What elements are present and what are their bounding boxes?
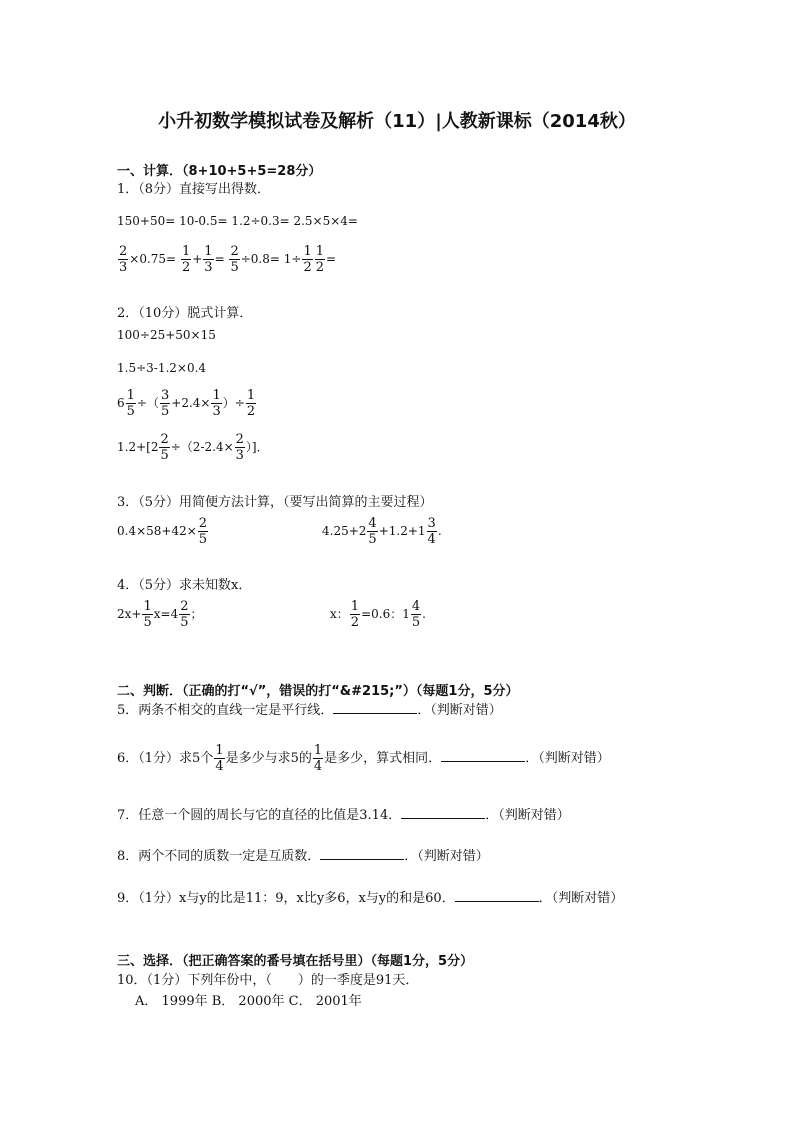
q2-line4: 1.2+[2 $\frac{2}{5}$ ÷（2-2.4× $\frac{2}{3}$ ）]．: [117, 432, 269, 463]
fraction: $\frac{1}{3}$: [212, 388, 221, 419]
q2-line1: 100÷25+50×15: [117, 328, 216, 342]
q10-options: A． 1999年 B． 2000年 C． 2001年: [135, 994, 362, 1009]
fraction: $\frac{2}{5}$: [198, 516, 208, 547]
q2-line3: 6 $\frac{1}{5}$ ÷（ $\frac{3}{5}$ +2.4× $\frac{1}{3}$ ）÷ $\frac{1}{2}$: [117, 388, 256, 419]
fraction: $\frac{3}{4}$: [427, 516, 436, 547]
q4-label: 4．（5分）求未知数x．: [117, 578, 252, 593]
answer-blank: [333, 701, 417, 714]
fraction: $\frac{1}{2}$: [303, 244, 312, 275]
fraction: $\frac{2}{3}$: [235, 432, 244, 463]
q5: 5．两条不相交的直线一定是平行线． ．（判断对错）: [117, 703, 502, 718]
page-title: 小升初数学模拟试卷及解析（11）|人教新课标（2014秋）: [158, 111, 636, 132]
fraction: $\frac{1}{2}$: [350, 599, 360, 630]
q7: 7．任意一个圆的周长与它的直径的比值是3.14． ．（判断对错）: [117, 808, 570, 823]
fraction: $\frac{4}{5}$: [411, 599, 421, 630]
q8: 8．两个不同的质数一定是互质数． ．（判断对错）: [117, 849, 489, 864]
section-3-heading: 三、选择．（把正确答案的番号填在括号里）（每题1分，5分）: [117, 954, 474, 969]
fraction: $\frac{2}{5}$: [230, 244, 239, 275]
q10: 10．（1分）下列年份中，（ ）的一季度是91天．: [117, 973, 419, 988]
fraction: $\frac{1}{5}$: [143, 599, 152, 630]
q9: 9．（1分）x与y的比是11：9，x比y多6，x与y的和是60． ．（判断对错）: [117, 891, 624, 906]
fraction: $\frac{1}{2}$: [181, 244, 191, 275]
q3-label: 3．（5分）用简便方法计算，（要写出简算的主要过程）: [117, 495, 433, 510]
q2-label: 2．（10分）脱式计算．: [117, 306, 253, 321]
q1-line1: 150+50= 10-0.5= 1.2÷0.3= 2.5×5×4=: [117, 214, 358, 228]
fraction: $\frac{1}{4}$: [215, 743, 224, 774]
fraction: $\frac{3}{5}$: [160, 388, 170, 419]
section-2-heading: 二、判断．（正确的打“√”，错误的打“&#215;”）（每题1分，5分）: [117, 684, 519, 699]
fraction: $\frac{2}{3}$: [119, 244, 128, 275]
fraction: $\frac{1}{5}$: [126, 388, 135, 419]
q4-left: 2x+ $\frac{1}{5}$ x=4 $\frac{2}{5}$ ；: [117, 599, 203, 630]
answer-blank: [320, 847, 404, 860]
section-1-heading: 一、计算．（8+10+5+5=28分）: [117, 164, 322, 179]
answer-blank: [401, 806, 485, 819]
fraction: $\frac{1}{2}$: [315, 244, 324, 275]
answer-blank: [455, 889, 539, 902]
answer-blank: [441, 749, 525, 762]
q1-label: 1．（8分）直接写出得数．: [117, 182, 271, 197]
q4-right: x： $\frac{1}{2}$ =0.6：1 $\frac{4}{5}$ .: [330, 599, 426, 630]
fraction: $\frac{2}{5}$: [160, 432, 169, 463]
q3-right: 4.25+2 $\frac{4}{5}$ +1.2+1 $\frac{3}{4}$ .: [322, 516, 442, 547]
fraction: $\frac{2}{5}$: [180, 599, 189, 630]
q6: 6．（1分）求5个 $\frac{1}{4}$ 是多少与求5的 $\frac{1}{4}$ 是多少，算式相同． ．（判断对错）: [117, 743, 610, 774]
fraction: $\frac{1}{3}$: [204, 244, 213, 275]
fraction: $\frac{4}{5}$: [368, 516, 377, 547]
q1-line2: $\frac{2}{3}$ ×0.75= $\frac{1}{2}$ + $\frac{1}{3}$ = $\frac{2}{5}$ ÷0.8= 1÷ $\frac{1}{2}$ $\frac{1}{2}$ =: [119, 244, 337, 275]
fraction: $\frac{1}{2}$: [246, 388, 256, 419]
fraction: $\frac{1}{4}$: [313, 743, 323, 774]
q3-left: 0.4×58+42× $\frac{2}{5}$: [117, 516, 208, 547]
q2-line2: 1.5÷3-1.2×0.4: [117, 361, 207, 375]
